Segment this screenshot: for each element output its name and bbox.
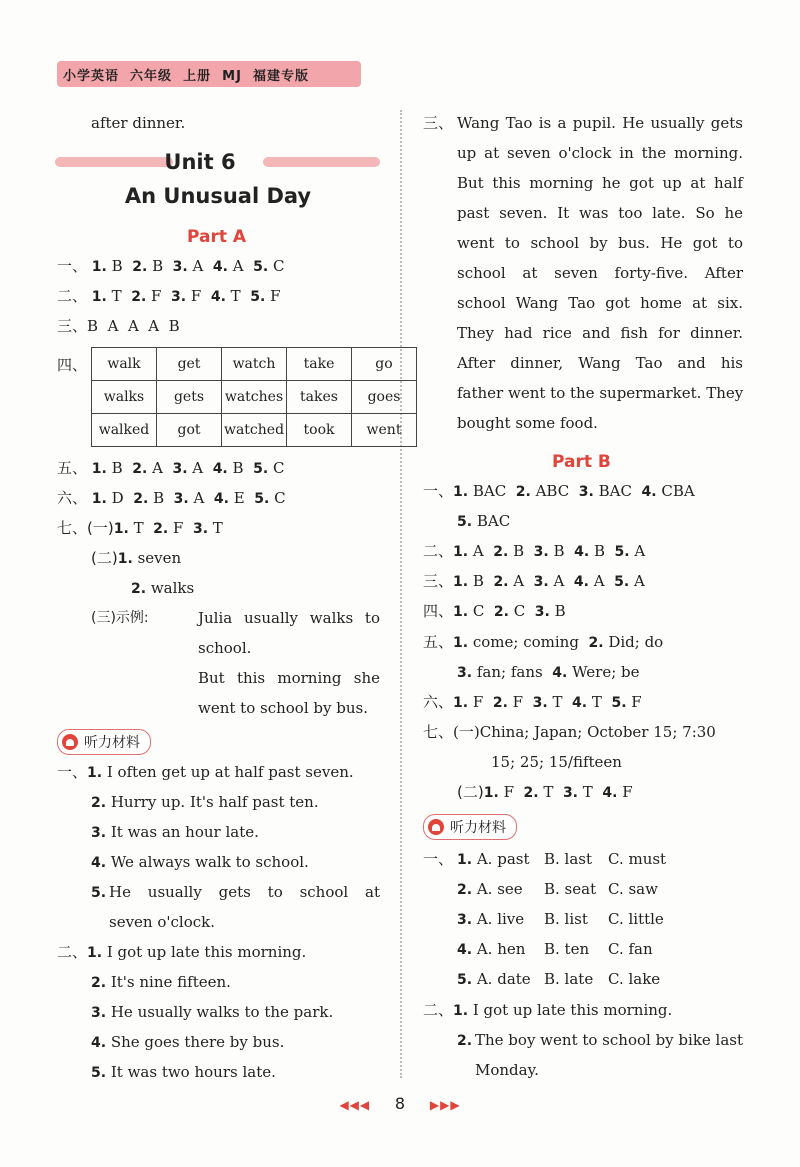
a-q3-label: 三、 [57,317,88,335]
a-q7-label: 七、 [57,519,88,537]
b-q7-part1-answer: (一)China; Japan; October 15; 7:30 [453,723,716,741]
script-text: I got up late this morning. [472,1001,673,1019]
s2-label: 二、 [423,1001,454,1019]
script2-line [57,942,306,963]
a-q7-num: 2. [153,521,169,537]
b-q1-answer: CBA [661,482,695,500]
option-b: B. last [544,850,593,868]
b-q7-label: 七、 [423,723,454,741]
b-q1-answer: BAC [476,512,511,530]
option-b: B. ten [544,940,590,958]
a-q1-num: 5. [253,259,269,275]
a-q1-num: 2. [132,259,148,275]
table-cell: takes [287,381,352,414]
table-cell: got [157,414,222,447]
b-q6-answer: F [472,693,484,711]
script2-label: 二、 [57,943,88,961]
script-num: 4. [91,855,107,871]
b-q1-row [423,481,695,502]
option-c: C. lake [608,970,661,988]
script-num: 3. [91,1005,107,1021]
passage-line: past seven. It was too late. So he [457,204,743,222]
table-cell: took [287,414,352,447]
option-a: A. see [476,880,523,898]
b-q2-label: 二、 [423,542,454,560]
a-q7-example-line: school. [198,639,252,657]
passage-line: After dinner, Wang Tao and his [457,354,743,372]
a-q6-answer: D [111,489,124,507]
a-q2-num: 3. [171,289,187,305]
b-q6-answer: F [512,693,524,711]
next-arrows-icon: ▶▶▶ [429,1098,461,1112]
b-q7-num: 2. [523,785,539,801]
b-q5-num: 4. [552,665,568,681]
script1-line [91,792,319,813]
b-q3-label: 三、 [423,572,454,590]
listening-material-badge [57,729,151,755]
a-q7-answer: T [212,519,223,537]
script-text: Monday. [475,1061,539,1079]
a-q2-answer: T [111,287,122,305]
script-text: I often get up at half past seven. [106,763,354,781]
b-q6-row [423,692,642,713]
b-q4-num: 3. [534,604,550,620]
script-num: 2. [91,795,107,811]
table-cell: get [157,348,222,381]
b-q6-answer: T [591,693,602,711]
b-q1-row-cont [457,511,510,532]
verb-forms-table [91,347,417,447]
b-q3-answer: A [553,572,565,590]
passage-line: father went to the supermarket. They [457,384,744,402]
b-q3-answer: A [513,572,525,590]
script-text: I got up late this morning. [106,943,307,961]
passage-line: went to school by bus. He got to [457,234,743,252]
a-q6-num: 4. [213,491,229,507]
a-q2-answer: F [151,287,162,305]
script-text: We always walk to school. [110,853,309,871]
page-footer [0,1094,800,1113]
unit-title: Unit 6 [164,150,236,174]
a-q7-num: 3. [192,521,209,537]
table-cell: take [287,348,352,381]
a-q5-num: 5. [253,461,269,477]
b-q7-answer: F [503,783,514,801]
a-q1-row [57,256,284,277]
a-q7-row [57,518,223,539]
option-a: A. live [476,910,525,928]
b-q3-num: 4. [573,574,589,590]
b-q2-num: 2. [493,544,509,560]
script-num: 2. [91,975,107,991]
book-header-text: 小学英语 六年级 上册 MJ 福建专版 [63,68,309,84]
option-a: A. hen [476,940,526,958]
script-num: 3. [457,912,473,928]
option-c: C. fan [608,940,653,958]
a-q7-answer: walks [150,579,195,597]
a-q2-answer: F [270,287,281,305]
b-q4-answer: C [513,602,526,620]
b-q1-label: 一、 [423,482,454,500]
b-q2-row [423,541,645,562]
a-q5-label: 五、 [57,459,88,477]
b-q7-answer: F [622,783,633,801]
script1-line [91,852,309,873]
table-cell: walks [92,381,157,414]
script2-line [91,1062,276,1083]
a-q7-part3-label: (三)示例: [91,610,149,626]
script2-line [91,1002,333,1023]
b-q5-answer: come; coming [472,633,579,651]
script1-line [91,882,106,903]
a-q5-answer: A [152,459,163,477]
b-q3-num: 1. [453,574,469,590]
a-q6-num: 3. [173,491,189,507]
b-q5-row [423,632,663,653]
script1-label: 一、 [57,763,88,781]
a-q7-part2-line1 [91,548,181,569]
a-q7-example-line: Julia usually walks to [198,609,380,627]
table-cell: watch [222,348,287,381]
option-a: A. past [476,850,530,868]
table-cell: watched [222,414,287,447]
a-q2-answer: F [190,287,202,305]
a-q6-num: 2. [133,491,149,507]
option-c: C. little [608,910,664,928]
passage-line: school Wang Tao got home at six. [457,294,743,312]
b-q6-num: 3. [532,695,548,711]
b-q7-num: 3. [562,785,578,801]
column-divider [400,110,402,1078]
b-q1-num: 1. [453,484,469,500]
b-q6-num: 5. [611,695,627,711]
b-q7-row [423,722,716,742]
passage-line: But this morning he got up at half [457,174,743,192]
a-q1-answer: C [272,257,285,275]
b-q6-answer: F [631,693,642,711]
script-num: 1. [457,852,473,868]
s2-line [423,1000,672,1021]
a-q5-answer: B [232,459,244,477]
prev-arrows-icon: ◀◀◀ [339,1098,371,1112]
option-c: C. must [608,850,667,868]
b-q7-part2-label: (二) [457,783,484,801]
script-text: Hurry up. It's half past ten. [110,793,319,811]
b-q6-answer: T [552,693,563,711]
b-q5-num: 2. [588,635,604,651]
b-q6-num: 4. [572,695,588,711]
a-q5-answer: B [111,459,123,477]
b-q7-part1-cont: 15; 25; 15/fifteen [491,753,622,771]
b-q5-answer: Did; do [608,633,664,651]
a-q5-num: 1. [91,461,107,477]
b-q2-num: 5. [614,544,630,560]
s1-row [457,969,531,990]
b-q3-num: 3. [533,574,549,590]
table-row [92,348,417,381]
a-q5-answer: A [192,459,204,477]
passage-line: They had rice and fish for dinner. [457,324,743,342]
a-q7-part1-label: (一) [87,519,114,537]
b-q7-answer: T [582,783,593,801]
script-num: 2. [457,882,473,898]
b-q4-num: 1. [453,604,469,620]
script-num: 4. [91,1035,107,1051]
b-q7-num: 1. [483,785,499,801]
b-q2-num: 4. [574,544,590,560]
b-q1-num: 2. [515,484,531,500]
a-q7-answer: seven [137,549,182,567]
b-q1-answer: BAC [472,482,507,500]
s1-row [457,939,525,960]
b-q3-answer: A [593,572,605,590]
script-text: The boy went to school by bike last [475,1031,744,1049]
script-num: 4. [457,942,473,958]
b-q3-answer: B [472,572,484,590]
b-q3-num: 5. [614,574,630,590]
table-row [92,381,417,414]
table-cell: walk [92,348,157,381]
table-cell: go [352,348,417,381]
a-q7-part2-line2 [131,578,194,599]
script-text: He usually walks to the park. [110,1003,334,1021]
a-q3-row [57,316,180,336]
b-q1-answer: BAC [598,482,632,500]
passage-line: Wang Tao is a pupil. He usually gets [457,114,743,132]
b-q5-row-cont [457,662,640,683]
b-q1-num: 3. [578,484,594,500]
script-num: 1. [87,945,103,961]
a-q6-answer: E [233,489,245,507]
b-q6-num: 2. [492,695,508,711]
b-q2-answer: B [593,542,605,560]
table-row [92,414,417,447]
b-q5-label: 五、 [423,633,454,651]
a-q1-num: 1. [91,259,107,275]
a-q6-row [57,488,286,509]
a-q5-num: 3. [172,461,188,477]
listening-material-badge [423,814,517,840]
a-q1-answer: A [192,257,204,275]
b-q5-num: 3. [457,665,473,681]
a-q7-num: 1. [117,551,133,567]
b-q3-answer: A [633,572,645,590]
table-cell: goes [352,381,417,414]
script1-line [91,822,259,843]
b-q4-num: 2. [493,604,509,620]
a-q5-num: 2. [132,461,148,477]
passage-line: school at seven forty-five. After [457,264,743,282]
a-q2-num: 2. [131,289,147,305]
script-num: 3. [91,825,107,841]
listening-material-label: 听力材料 [84,735,140,751]
b-passage-label: 三、 [423,114,454,132]
b-q2-answer: B [513,542,525,560]
b-q5-num: 1. [453,635,469,651]
option-b: B. seat [544,880,597,898]
table-cell: walked [92,414,157,447]
a-q7-answer: T [133,519,144,537]
b-q3-num: 2. [493,574,509,590]
a-q7-num: 1. [113,521,129,537]
b-q4-label: 四、 [423,602,454,620]
script-num: 5. [91,885,107,901]
b-q2-num: 1. [453,544,469,560]
book-header-band [57,61,361,87]
b-q2-answer: B [553,542,565,560]
a-q5-answer: C [272,459,285,477]
a-q2-label: 二、 [57,287,88,305]
s1-row [457,849,529,870]
passage-line: bought some food. [457,414,598,432]
b-q7-num: 4. [602,785,618,801]
s2-line [457,1030,472,1051]
a-q1-answer: A [232,257,244,275]
s1-row [457,909,524,930]
a-q3-answers: B A A A B [87,317,180,335]
table-cell: went [352,414,417,447]
a-q7-part2-label: (二) [91,549,118,567]
passage-line: up at seven o'clock in the morning. [457,144,743,162]
b-q2-num: 3. [533,544,549,560]
a-q6-answer: C [274,489,286,507]
script-num: 5. [91,1065,107,1081]
a-q4-label: 四、 [57,356,88,374]
script-text: seven o'clock. [109,913,215,931]
script-text: It was two hours late. [110,1063,276,1081]
a-q6-num: 1. [91,491,107,507]
a-q7-num: 2. [131,581,147,597]
a-q1-answer: B [111,257,123,275]
a-q2-num: 4. [210,289,226,305]
a-q7-answer: F [172,519,184,537]
unit-subtitle: An Unusual Day [124,184,312,208]
a-q1-label: 一、 [57,257,88,275]
option-a: A. date [476,970,531,988]
option-b: B. list [544,910,588,928]
a-q2-num: 5. [250,289,266,305]
script-num: 1. [453,1003,469,1019]
a-q2-answer: T [230,287,241,305]
b-q4-row [423,601,566,622]
a-q1-answer: B [152,257,164,275]
b-q1-answer: ABC [535,482,570,500]
script1-line [57,762,354,783]
a-q5-num: 4. [212,461,228,477]
a-q7-example-line: But this morning she [198,669,380,687]
b-q4-answer: B [554,602,566,620]
script-text: He usually gets to school at [109,883,380,901]
listening-material-label: 听力材料 [450,820,506,836]
a-q6-answer: B [153,489,165,507]
b-q7-answer: T [543,783,554,801]
a-q5-row [57,458,284,479]
s1-label: 一、 [423,850,454,868]
script-text: It's nine fifteen. [110,973,231,991]
b-q1-num: 5. [457,514,473,530]
page-number: 8 [394,1094,406,1113]
b-q2-answer: A [634,542,646,560]
b-q4-answer: C [472,602,485,620]
a-q2-num: 1. [91,289,107,305]
table-cell: gets [157,381,222,414]
script-text: It was an hour late. [110,823,259,841]
table-cell: watches [222,381,287,414]
a-q2-row [57,286,281,307]
script-text: She goes there by bus. [110,1033,285,1051]
continued-text: after dinner. [91,114,186,132]
b-q2-answer: A [472,542,484,560]
b-q7-part2-row [457,782,633,803]
part-a-heading: Part A [187,227,247,247]
b-q1-num: 4. [641,484,657,500]
a-q6-num: 5. [254,491,270,507]
script2-line [91,972,231,993]
headphones-icon [62,734,78,750]
script2-line [91,1032,284,1053]
headphones-icon [428,819,444,835]
b-q3-row [423,571,645,592]
a-q1-num: 4. [212,259,228,275]
part-b-heading: Part B [552,452,611,472]
b-q5-answer: fan; fans [476,663,543,681]
s1-row [457,879,523,900]
option-c: C. saw [608,880,658,898]
script-num: 5. [457,972,473,988]
a-q6-label: 六、 [57,489,88,507]
script-num: 2. [457,1033,473,1049]
a-q6-answer: A [193,489,205,507]
b-q6-label: 六、 [423,693,454,711]
script-num: 1. [87,765,103,781]
option-b: B. late [544,970,594,988]
a-q1-num: 3. [172,259,188,275]
a-q7-example-line: went to school by bus. [198,699,368,717]
b-q5-answer: Were; be [572,663,640,681]
b-q6-num: 1. [453,695,469,711]
